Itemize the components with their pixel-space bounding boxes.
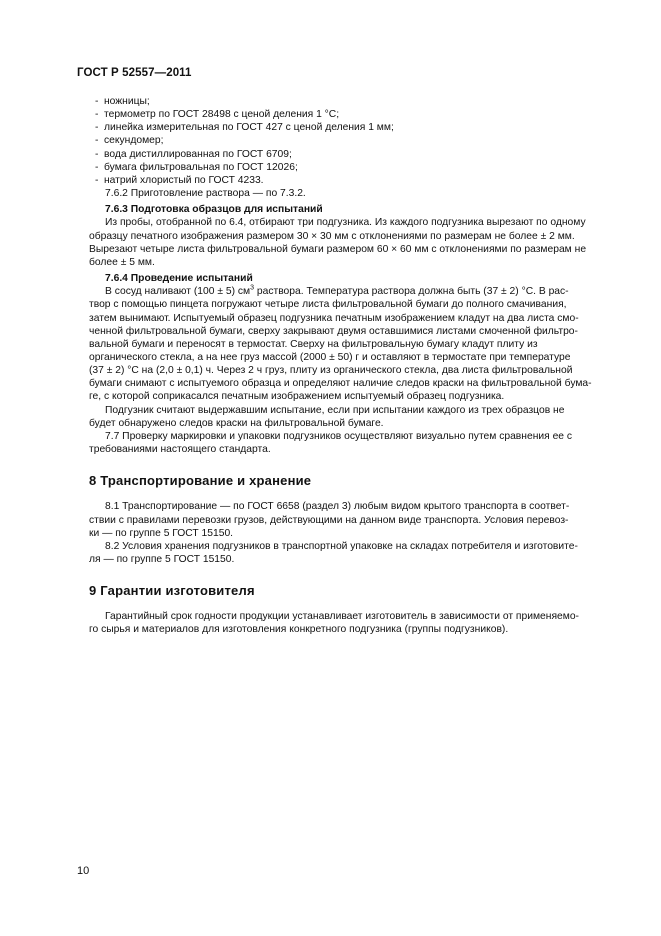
section-9-text [89, 610, 615, 636]
clause-7-6-3-text [89, 216, 615, 269]
text-line: требованиями настоящего стандарта. [89, 444, 271, 456]
page-number: 10 [77, 865, 90, 877]
text-line: 8.1 Транспортирование — по ГОСТ 6658 (раздел 3) любым видом крытого транспорта в соответ- [105, 501, 570, 513]
text-line: ки — по группе 5 ГОСТ 15150. [89, 527, 234, 539]
text-line: более ± 5 мм. [89, 256, 155, 268]
list-item: - секундомер; [89, 134, 615, 147]
text-line: ге, с которой соприкасался печатным изображением испытуемый образец подгузника. [89, 391, 505, 403]
clause-7-7 [89, 430, 615, 456]
clause-8-1 [89, 500, 615, 539]
text-line: ченной фильтровальной бумаги, сверху закрывают двумя оставшимися листами смоченной фильтро- [89, 325, 578, 337]
section-9-heading: 9 Гарантии изготовителя [89, 583, 255, 599]
section-8-heading: 8 Транспортирование и хранение [89, 473, 312, 489]
text-line: ствии с правилами перевозки грузов, действующими на данном виде транспорта. Условия перевоз- [89, 514, 569, 526]
text-line: В сосуд наливают (100 ± 5) $см^3$ раствора. Температура раствора должна быть (37 ± 2) °С. В рас- [105, 284, 569, 298]
text-line: образцу печатного изображения размером 30 × 30 мм с отклонениями по размерам не более ± 2 мм. [89, 230, 575, 242]
clause-7-6-3-title: 7.6.3 Подготовка образцов для испытаний [105, 204, 323, 216]
text-line: 7.7 Проверку маркировки и упаковки подгузников осуществляют визуально путем сравнения ее с [105, 430, 573, 442]
clause-7-6-2: 7.6.2 Приготовление раствора — по 7.3.2. [105, 188, 306, 200]
text-line: ля — по группе 5 ГОСТ 15150. [89, 554, 235, 565]
list-item: - натрий хлористый по ГОСТ 4233. [89, 174, 615, 187]
text-line: 8.2 Условия хранения подгузников в транспортной упаковке на складах потребителя и изготовите- [105, 540, 578, 552]
text-line: вальной бумаги и переносят в термостат. Сверху на фильтровальную бумагу кладут плиту из [89, 338, 538, 350]
list-item: - бумага фильтровальная по ГОСТ 12026; [89, 161, 615, 174]
text-line: бумаги снимают с испытуемого образца и определяют наличие следов краски на фильтровальной бума- [89, 378, 592, 390]
superscript: 3 [250, 284, 255, 292]
text-line: Гарантийный срок годности продукции устанавливает изготовитель в зависимости от применяемо- [105, 611, 579, 623]
clause-7-6-4-text [89, 285, 615, 430]
page-body [89, 95, 615, 637]
list-item: - термометр по ГОСТ 28498 с ценой деления 1 °С; [89, 108, 615, 121]
text-line: Из пробы, отобранной по 6.4, отбирают три подгузника. Из каждого подгузника вырезают по одному [105, 217, 586, 229]
text-line: органического стекла, а на нее груз массой (2000 ± 50) г и оставляют в термостате при температуре [89, 351, 571, 363]
text-line: го сырья и материалов для изготовления конкретного подгузника (группы подгузников). [89, 624, 509, 636]
text-line: Вырезают четыре листа фильтровальной бумаги размером 60 × 60 мм с отклонениями по размерам не [89, 243, 587, 255]
text-line: твор с помощью пинцета погружают четыре листа фильтровальной бумаги до полного смачивания, [89, 299, 567, 311]
text-line: (37 ± 2) °С на (2,0 ± 0,1) ч. Через 2 ч груз, плиту из органического стекла, два листа фильтровальной [89, 365, 573, 377]
text-line: будет обнаружено следов краски на фильтровальной бумаге. [89, 417, 384, 429]
list-item: - ножницы; [89, 95, 615, 108]
list-item: - вода дистиллированная по ГОСТ 6709; [89, 148, 615, 161]
clause-8-2 [89, 540, 615, 566]
text-line: затем вынимают. Испытуемый образец подгузника печатным изображением кладут на два листа смо- [89, 312, 579, 324]
clause-7-6-4-title: 7.6.4 Проведение испытаний [105, 273, 253, 285]
text-line: Подгузник считают выдержавшим испытание, если при испытании каждого из трех образцов не [105, 404, 565, 416]
list-item: - линейка измерительная по ГОСТ 427 с ценой деления 1 мм; [89, 121, 615, 134]
document-header: ГОСТ Р 52557—2011 [77, 67, 192, 79]
